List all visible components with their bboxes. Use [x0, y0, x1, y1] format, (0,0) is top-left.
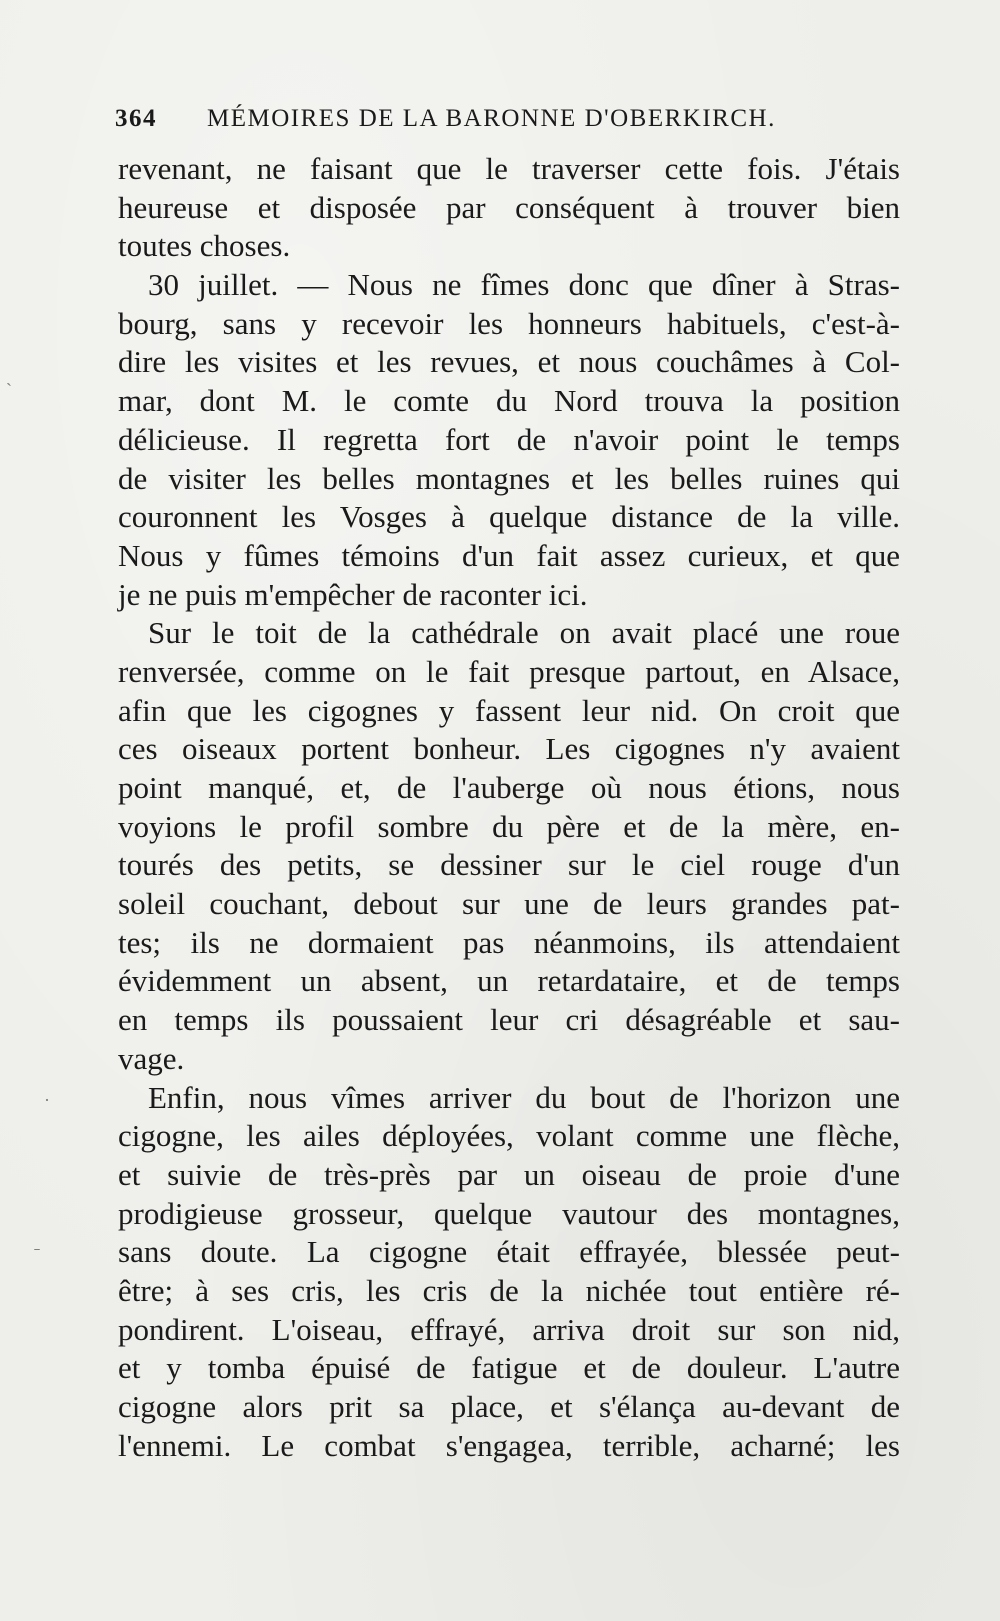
text-line: en temps ils poussaient leur cri désagréable et sau- — [118, 1002, 900, 1038]
text-line: cigogne alors prit sa place, et s'élança au-devant de — [118, 1389, 900, 1424]
text-line: prodigieuse grosseur, quelque vautour des montagnes, — [118, 1195, 900, 1231]
margin-speck: ˋ — [6, 380, 12, 400]
text-line: revenant, ne faisant que le traverser cette fois. J'étais — [118, 151, 900, 186]
text-line: l'ennemi. Le combat s'engagea, terrible, acharné; les — [118, 1427, 900, 1463]
text-line: afin que les cigognes y fassent leur nid. On croit que — [118, 692, 900, 728]
text-line: 30 juillet. — Nous ne fîmes donc que dîner à Stras- — [148, 267, 900, 303]
text-line: sans doute. La cigogne était effrayée, blessée peut- — [118, 1234, 900, 1270]
text-line: Nous y fûmes témoins d'un fait assez curieux, et que — [118, 537, 900, 573]
running-head — [115, 105, 895, 145]
text-line: renversée, comme on le fait presque partout, en Alsace, — [118, 653, 900, 689]
text-line: couronnent les Vosges à quelque distance de la ville. — [118, 499, 900, 535]
text-line: ces oiseaux portent bonheur. Les cigognes n'y avaient — [118, 731, 900, 767]
margin-speck: · — [44, 1090, 50, 1110]
text-line: je ne puis m'empêcher de raconter ici. — [118, 576, 588, 612]
text-line: Enfin, nous vîmes arriver du bout de l'horizon une — [148, 1079, 900, 1115]
text-line: vage. — [118, 1040, 185, 1076]
text-line: point manqué, et, de l'auberge où nous étions, nous — [118, 770, 900, 805]
text-line: Sur le toit de la cathédrale on avait placé une roue — [148, 615, 900, 651]
margin-speck: ˉ — [34, 1244, 40, 1264]
text-line: toutes choses. — [118, 228, 291, 264]
text-line: délicieuse. Il regretta fort de n'avoir point le temps — [118, 421, 900, 457]
text-line: être; à ses cris, les cris de la nichée tout entière ré- — [118, 1272, 900, 1308]
text-line: soleil couchant, debout sur une de leurs grandes pat- — [118, 886, 900, 922]
text-line: mar, dont M. le comte du Nord trouva la position — [118, 383, 900, 419]
text-line: pondirent. L'oiseau, effrayé, arriva droit sur son nid, — [118, 1311, 900, 1347]
body-text — [118, 150, 900, 1465]
page-number: 364 — [115, 105, 157, 132]
text-line: et y tomba épuisé de fatigue et de douleur. L'autre — [118, 1350, 900, 1386]
text-line: cigogne, les ailes déployées, volant comme une flèche, — [118, 1118, 900, 1154]
running-title: MÉMOIRES DE LA BARONNE D'OBERKIRCH. — [207, 105, 776, 132]
text-line: évidemment un absent, un retardataire, et de temps — [118, 963, 900, 999]
text-line: heureuse et disposée par conséquent à trouver bien — [118, 189, 900, 225]
text-line: bourg, sans y recevoir les honneurs habituels, c'est-à- — [118, 305, 900, 341]
text-line: voyions le profil sombre du père et de la mère, en- — [118, 808, 900, 844]
text-line: dire les visites et les revues, et nous couchâmes à Col- — [118, 344, 900, 380]
text-line: de visiter les belles montagnes et les belles ruines qui — [118, 460, 900, 496]
text-line: tourés des petits, se dessiner sur le ciel rouge d'un — [118, 847, 900, 883]
text-line: et suivie de très-près par un oiseau de proie d'une — [118, 1156, 900, 1192]
text-line: tes; ils ne dormaient pas néanmoins, ils attendaient — [118, 924, 900, 960]
